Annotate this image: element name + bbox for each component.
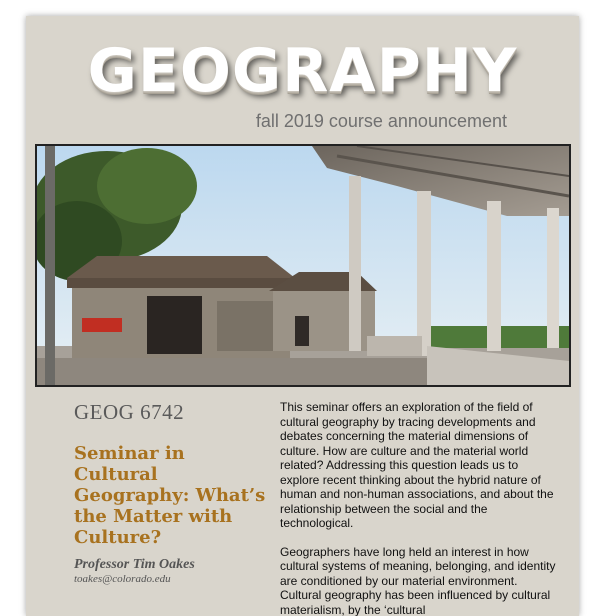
course-description	[280, 400, 560, 616]
description-paragraph: This seminar offers an exploration of the field of cultural geography by tracing developments and debates concerning the material dimensions of culture. How are culture and the material world related? Addressing this question leads us to explore recent thinking about the hybrid nature of human and non-human associations, and about the relationship between the social and the technological.	[280, 400, 560, 531]
professor-email[interactable]: toakes@colorado.edu	[74, 573, 171, 585]
poster-subtitle: fall 2019 course announcement	[256, 111, 507, 132]
temple-and-overpass-photo	[37, 146, 569, 385]
course-code: GEOG 6742	[74, 400, 269, 425]
header-photo	[35, 144, 571, 387]
poster-title: GEOGRAPHY	[26, 38, 579, 104]
course-poster	[26, 16, 579, 616]
description-paragraph: Geographers have long held an interest in how cultural systems of meaning, belonging, and identity are conditioned by our material environment. Cultural geography has been influenced by cultural materialism, by the ‘cultural	[280, 545, 560, 616]
professor-name: Professor Tim Oakes	[74, 557, 195, 573]
course-heading	[74, 400, 269, 548]
course-title: Seminar in Cultural Geography: What’s the Matter with Culture?	[74, 443, 269, 548]
